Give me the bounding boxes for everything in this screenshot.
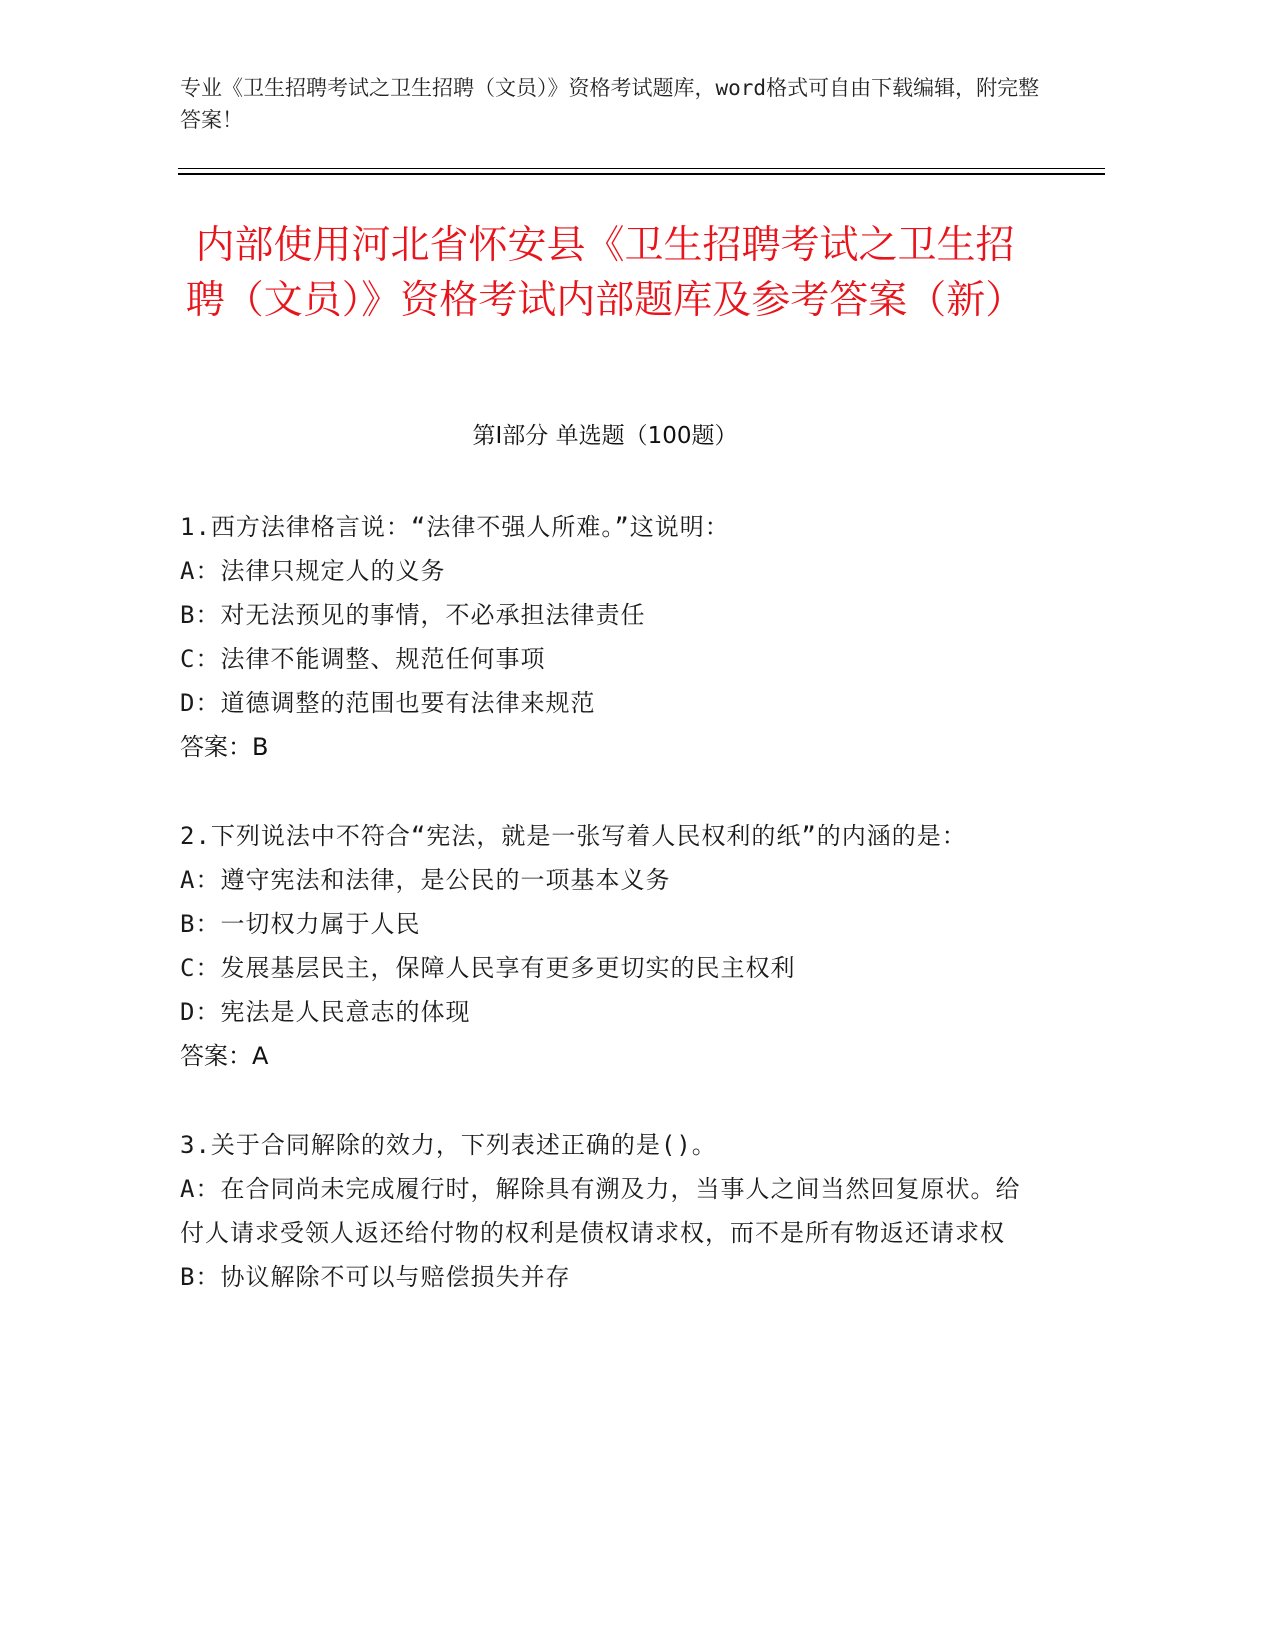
question-option: D：宪法是人民意志的体现 — [180, 998, 471, 1026]
question-stem: 2.下列说法中不符合“宪法，就是一张写着人民权利的纸”的内涵的是： — [180, 822, 967, 850]
header-divider-thick — [178, 173, 1105, 175]
question-option: D：道德调整的范围也要有法律来规范 — [180, 689, 596, 717]
question-answer: 答案：B — [180, 733, 269, 761]
question-option: B：协议解除不可以与赔偿损失并存 — [180, 1263, 571, 1291]
question-option: C：发展基层民主，保障人民享有更多更切实的民主权利 — [180, 954, 796, 982]
question-answer: 答案：A — [180, 1042, 269, 1070]
question-item — [180, 1123, 1040, 1299]
question-item — [180, 505, 1040, 769]
question-option: A：法律只规定人的义务 — [180, 557, 446, 585]
question-item — [180, 814, 1040, 1078]
question-option: C：法律不能调整、规范任何事项 — [180, 645, 546, 673]
header-note: 专业《卫生招聘考试之卫生招聘（文员）》资格考试题库，word格式可自由下载编辑，附完整答案！ — [180, 76, 1040, 132]
question-list — [180, 505, 1040, 1344]
question-stem: 1.西方法律格言说：“法律不强人所难。”这说明： — [180, 513, 730, 541]
header-divider-thin — [178, 168, 1105, 169]
question-option: B：一切权力属于人民 — [180, 910, 421, 938]
question-stem: 3.关于合同解除的效力，下列表述正确的是()。 — [180, 1131, 717, 1159]
question-option: B：对无法预见的事情，不必承担法律责任 — [180, 601, 646, 629]
document-title: 内部使用河北省怀安县《卫生招聘考试之卫生招聘（文员）》资格考试内部题库及参考答案（新） — [185, 223, 1025, 323]
question-option: A：在合同尚未完成履行时，解除具有溯及力，当事人之间当然回复原状。给付人请求受领人返还给付物的权利是债权请求权，而不是所有物返还请求权 — [180, 1175, 1021, 1247]
section-heading: 第I部分 单选题（100题） — [472, 423, 738, 449]
question-option: A：遵守宪法和法律，是公民的一项基本义务 — [180, 866, 671, 894]
